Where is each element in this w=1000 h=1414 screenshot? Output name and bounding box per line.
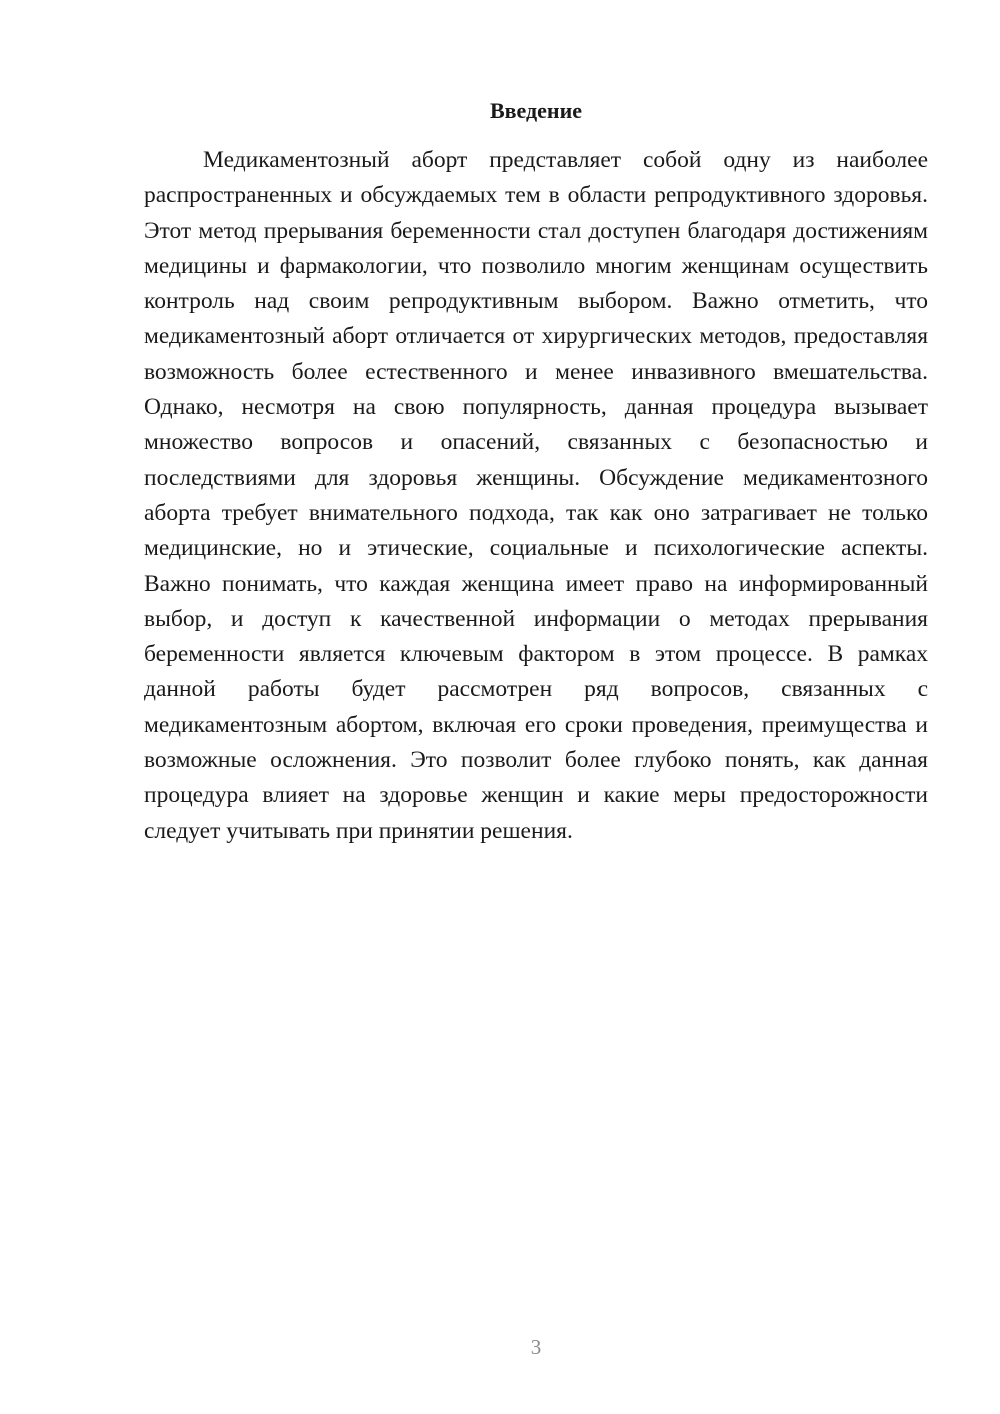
body-paragraph: Медикаментозный аборт представляет собой одну из наиболее распространенных и обсуждаемых тем в области репродуктивного здоровья. Этот метод прерывания беременности стал доступен благодаря достижениям медицины и фармакологии, что позволило многим женщинам осуществить контроль над своим репродуктивным выбором. Важно отметить, что медикаментозный аборт отличается от хирургических методов, предоставляя возможность более естественного и менее инвазивного вмешательства. Однако, несмотря на свою популярность, данная процедура вызывает множество вопросов и опасений, связанных с безопасностью и последствиями для здоровья женщины. Обсуждение медикаментозного аборта требует внимательного подхода, так как оно затрагивает не только медицинские, но и этические, социальные и психологические аспекты. Важно понимать, что каждая женщина имеет право на информированный выбор, и доступ к качественной информации о методах прерывания беременности является ключевым фактором в этом процессе. В рамках данной работы будет рассмотрен ряд вопросов, связанных с медикаментозным абортом, включая его сроки проведения, преимущества и возможные осложнения. Это позволит более глубоко понять, как данная процедура влияет на здоровье женщин и какие меры предосторожности следует учитывать при принятии решения. [144, 147, 928, 844]
page-number: 3 [530, 1335, 542, 1359]
section-heading: Введение [489, 98, 583, 123]
